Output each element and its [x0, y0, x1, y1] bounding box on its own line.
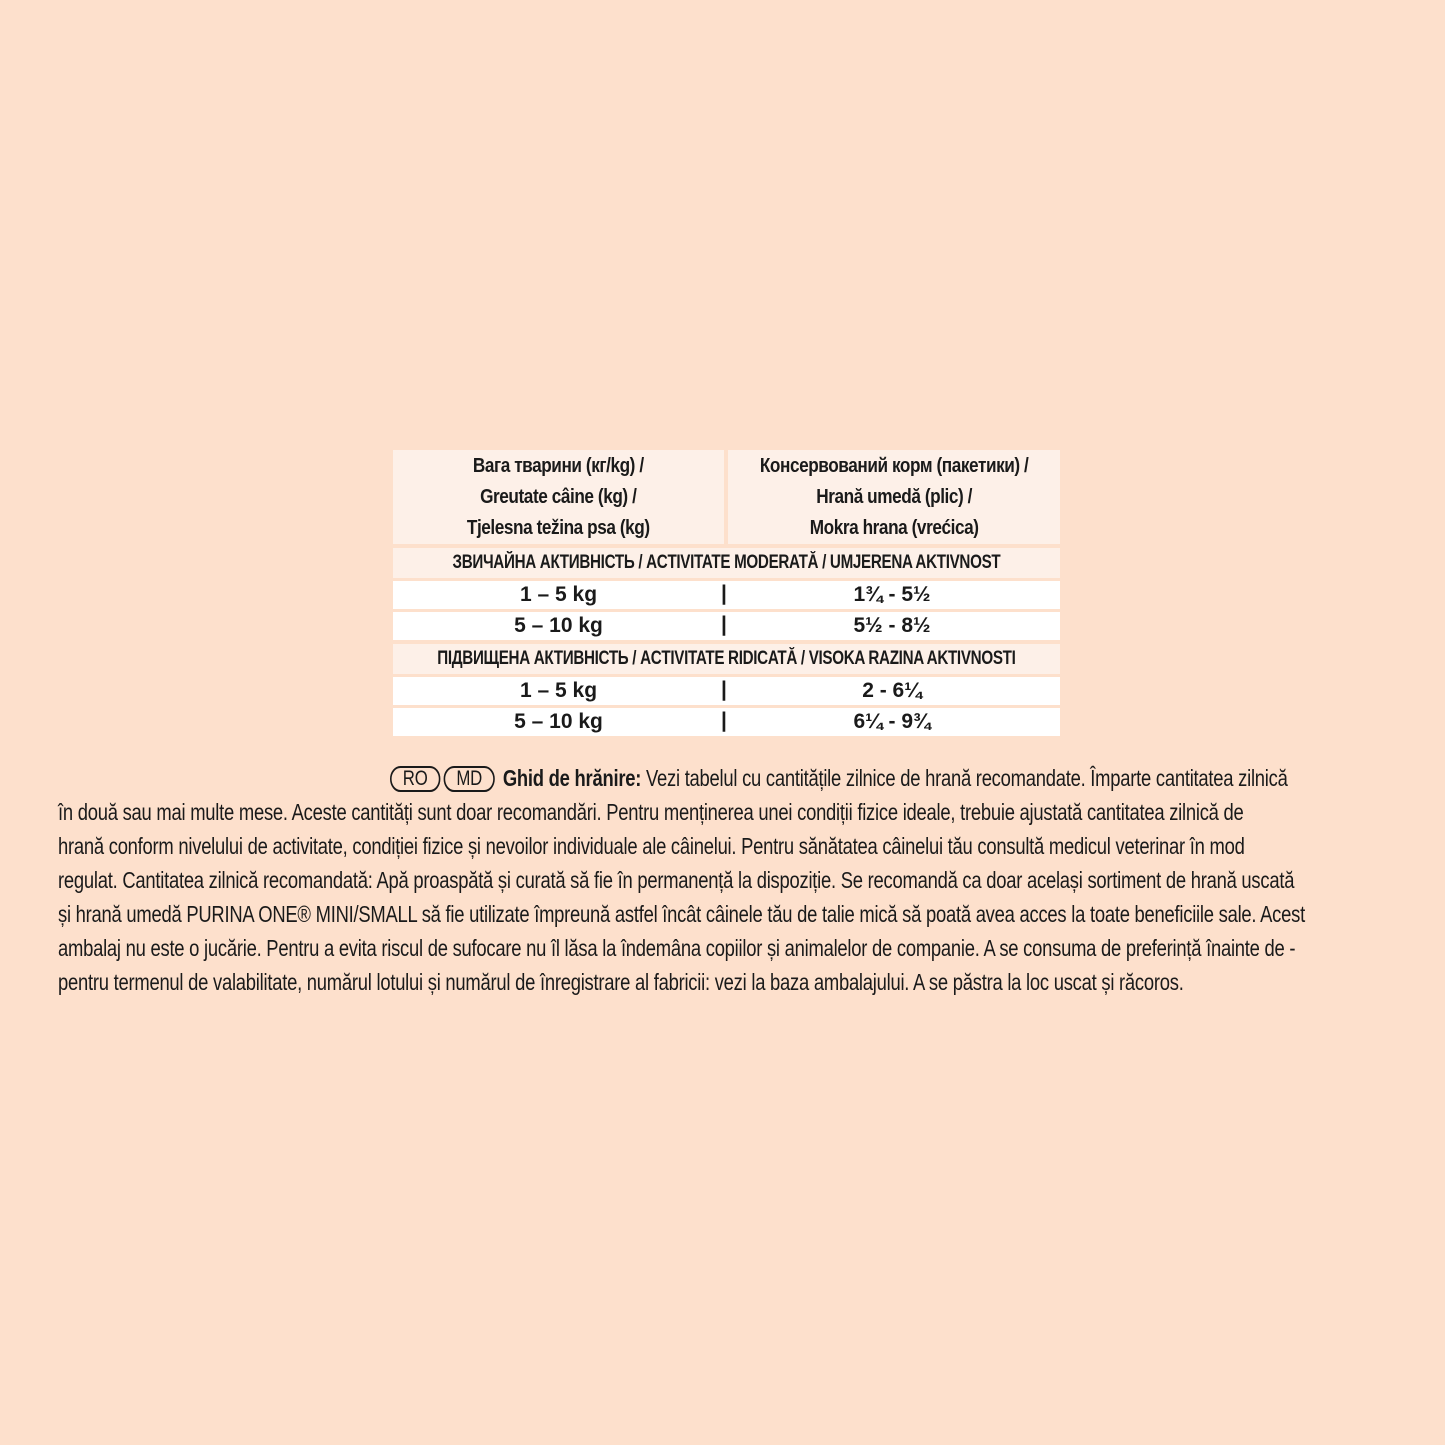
guide-line: și hrană umedă PURINA ONE® MINI/SMALL să fie utilizate împreună astfel încât câinele tău de talie mică să poată avea acces la toate beneficiile sale. Acest	[58, 901, 1305, 927]
section-high-activity	[393, 644, 1060, 674]
table-row	[393, 612, 1060, 640]
guide-line: ambalaj nu este o jucărie. Pentru a evita riscul de sufocare nu îl lăsa la îndemâna copiilor și animalelor de companie. A se consuma de preferință înainte de -	[58, 935, 1296, 961]
amount-value: 5½ - 8½	[853, 614, 931, 637]
header-weight-line-1: Вага тварини (кг/kg) /	[473, 454, 644, 477]
header-food-cell	[728, 450, 1060, 544]
guide-line: în două sau mai multe mese. Aceste cantități sunt doar recomandări. Pentru menținerea unei condiții fizice ideale, trebuie ajustată cantitatea zilnică de	[58, 799, 1244, 825]
amount-value: 2 - 6¼	[862, 679, 922, 702]
column-separator: |	[721, 678, 727, 701]
header-weight-cell	[393, 450, 724, 544]
amount-value: 6¼ - 9¾	[853, 710, 931, 733]
feeding-table	[393, 450, 1060, 736]
weight-value: 1 – 5 kg	[519, 679, 598, 702]
column-separator: |	[721, 709, 727, 732]
table-header	[393, 450, 1060, 544]
weight-value: 1 – 5 kg	[519, 583, 598, 606]
section-label: ЗВИЧАЙНА АКТИВНІСТЬ / ACTIVITATE MODERATĂ / UMJERENA AKTIVNOST	[452, 552, 1001, 573]
header-weight-line-3: Tjelesna težina psa (kg)	[467, 516, 650, 539]
column-separator: |	[721, 582, 727, 605]
guide-title: Ghid de hrănire:	[502, 765, 642, 791]
guide-line: pentru termenul de valabilitate, numărul lotului și numărul de înregistrare al fabricii: vezi la baza ambalajului. A se păstra la loc uscat și răcoros.	[58, 969, 1184, 995]
header-food-line-1: Консервований корм (пакетики) /	[759, 454, 1029, 477]
weight-value: 5 – 10 kg	[514, 614, 603, 637]
table-row	[393, 708, 1060, 736]
badge-ro: RO	[390, 766, 440, 792]
badge-md: MD	[444, 766, 495, 792]
feeding-guide-text	[58, 761, 1398, 999]
header-weight-line-2: Greutate câine (kg) /	[480, 485, 637, 508]
column-separator: |	[721, 613, 727, 636]
table-row	[393, 677, 1060, 705]
section-label: ПІДВИЩЕНА АКТИВНІСТЬ / ACTIVITATE RIDICATĂ / VISOKA RAZINA AKTIVNOSTI	[437, 648, 1016, 669]
table-row	[393, 581, 1060, 609]
guide-line-text: Vezi tabelul cu cantitățile zilnice de hrană recomandate. Împarte cantitatea zilnică	[641, 765, 1288, 791]
section-moderate-activity	[393, 548, 1060, 578]
header-food-line-3: Mokra hrana (vrećica)	[809, 516, 979, 539]
guide-line: hrană conform nivelului de activitate, condiției fizice și nevoilor individuale ale câinelui. Pentru sănătatea câinelui tău consultă medicul veterinar în mod	[58, 833, 1245, 859]
header-food-line-2: Hrană umedă (plic) /	[816, 485, 972, 508]
weight-value: 5 – 10 kg	[514, 710, 603, 733]
amount-value: 1¾ - 5½	[853, 583, 931, 606]
guide-line: regulat. Cantitatea zilnică recomandată: Apă proaspătă și curată să fie în permanență la dispoziție. Se recomandă ca doar același sortiment de hrană uscată	[58, 867, 1295, 893]
guide-line	[58, 761, 1398, 795]
